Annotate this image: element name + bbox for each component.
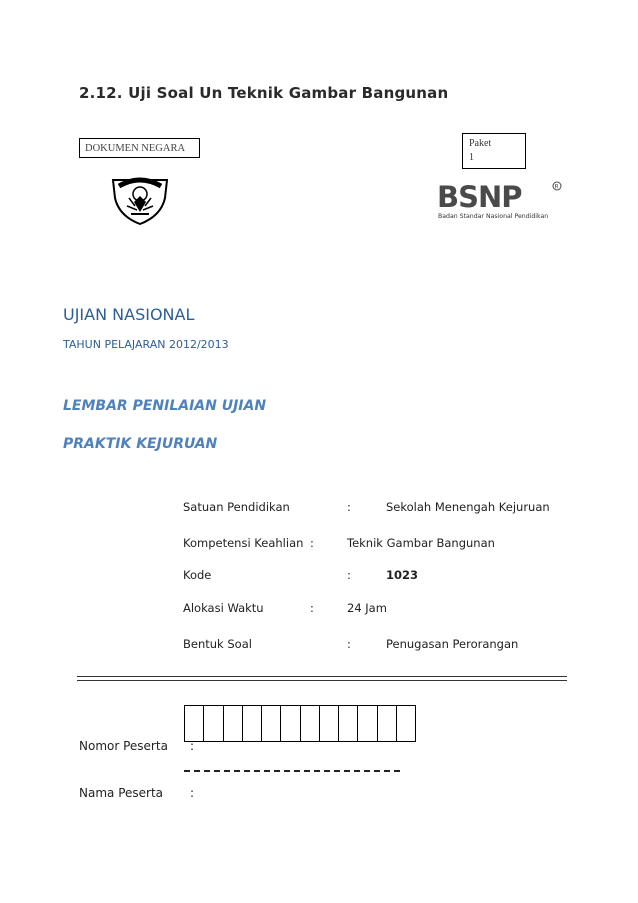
nomor-peserta-cell[interactable] [243, 706, 262, 741]
bsnp-logo [437, 180, 563, 222]
nomor-peserta-cell[interactable] [358, 706, 377, 741]
heading-tahun-pelajaran: TAHUN PELAJARAN 2012/2013 [63, 338, 229, 351]
tut-wuri-handayani-logo [107, 172, 173, 226]
nomor-peserta-cell[interactable] [204, 706, 223, 741]
info-label-kompetensi: Kompetensi Keahlian [183, 536, 304, 550]
nomor-peserta-label: Nomor Peserta [79, 739, 168, 753]
doc-label-box: DOKUMEN NEGARA [79, 138, 200, 158]
nomor-peserta-sep: : [190, 739, 195, 753]
info-value-bentuk: Penugasan Perorangan [386, 637, 519, 651]
nomor-peserta-cell[interactable] [301, 706, 320, 741]
info-sep-satuan: : [347, 500, 351, 514]
nomor-peserta-cell[interactable] [262, 706, 281, 741]
paket-label: Paket [469, 138, 492, 149]
double-rule-top [77, 676, 567, 677]
nomor-peserta-cell[interactable] [320, 706, 339, 741]
paket-box [462, 133, 526, 169]
nama-peserta-sep: : [190, 786, 195, 800]
double-rule-bottom [77, 680, 567, 681]
info-value-satuan: Sekolah Menengah Kejuruan [386, 500, 550, 514]
paket-value: 1 [469, 152, 474, 163]
info-value-kompetensi: Teknik Gambar Bangunan [347, 536, 495, 550]
info-sep-alokasi: : [310, 601, 314, 615]
info-label-alokasi: Alokasi Waktu [183, 601, 264, 615]
nomor-peserta-cell[interactable] [397, 706, 415, 741]
nomor-peserta-cell[interactable] [224, 706, 243, 741]
nomor-peserta-cell[interactable] [185, 706, 204, 741]
heading-praktik-kejuruan: PRAKTIK KEJURUAN [63, 436, 218, 452]
info-label-bentuk: Bentuk Soal [183, 637, 252, 651]
nomor-peserta-cell[interactable] [378, 706, 397, 741]
info-value-alokasi: 24 Jam [347, 601, 387, 615]
nomor-peserta-cell[interactable] [339, 706, 358, 741]
nama-peserta-line[interactable] [184, 770, 400, 772]
heading-ujian-nasional: UJIAN NASIONAL [63, 305, 195, 324]
nama-peserta-label: Nama Peserta [79, 786, 164, 800]
info-sep-kompetensi: : [310, 536, 314, 550]
info-label-satuan: Satuan Pendidikan [183, 500, 290, 514]
nomor-peserta-cell[interactable] [281, 706, 300, 741]
bsnp-caption: Badan Standar Nasional Pendidikan [438, 213, 549, 220]
page-title: 2.12. Uji Soal Un Teknik Gambar Bangunan [79, 84, 449, 102]
nomor-peserta-grid[interactable] [184, 705, 416, 742]
info-sep-kode: : [347, 568, 351, 582]
svg-text:BSNP: BSNP [437, 180, 522, 214]
svg-text:R: R [554, 183, 559, 191]
heading-lembar-penilaian: LEMBAR PENILAIAN UJIAN [63, 398, 267, 414]
info-value-kode: 1023 [386, 568, 419, 582]
info-label-kode: Kode [183, 568, 212, 582]
info-sep-bentuk: : [347, 637, 351, 651]
